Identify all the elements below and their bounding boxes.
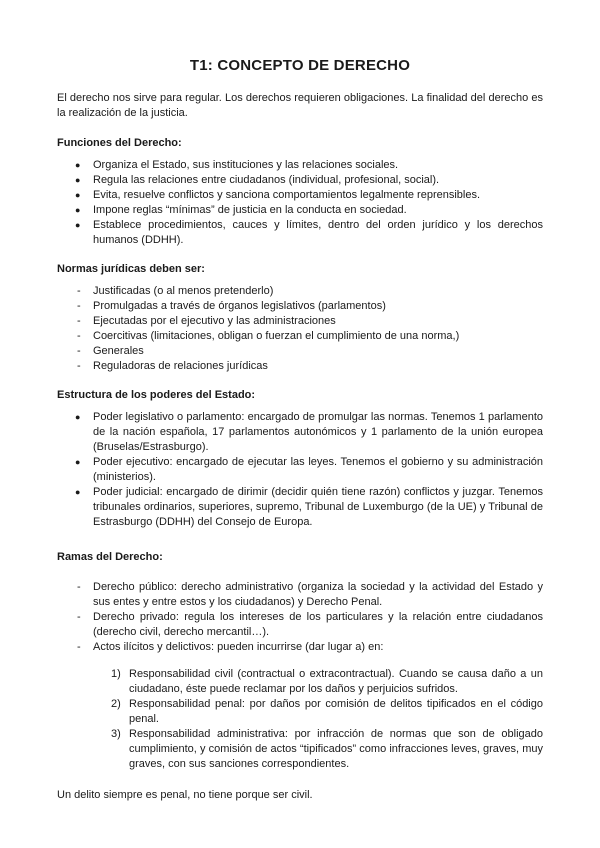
list-item: - Generales xyxy=(77,345,144,357)
closing-paragraph: Un delito siempre es penal, no tiene porque ser civil. xyxy=(57,789,313,801)
list-item: - Ejecutadas por el ejecutivo y las administraciones xyxy=(77,315,336,327)
list-item: - Promulgadas a través de órganos legislativos (parlamentos) xyxy=(77,300,386,312)
list-item: ● Poder ejecutivo: encargado de ejecutar las leyes. Tenemos el gobierno y su administración (ministerios). xyxy=(75,456,543,483)
list-item: - Derecho privado: regula los intereses de los particulares y la relación entre ciudadanos (derecho civil, derecho mercantil…). xyxy=(77,611,543,638)
bullet-icon: ● xyxy=(75,190,81,200)
bullet-icon: ● xyxy=(75,487,81,497)
list-item: ● Evita, resuelve conflictos y sanciona comportamientos legalmente reprensibles. xyxy=(75,189,481,201)
ramas-list xyxy=(57,580,543,655)
bullet-icon: ● xyxy=(75,220,81,230)
list-item: ● Impone reglas “mínimas” de justicia en la conducta en sociedad. xyxy=(75,204,407,216)
item-number: 3) xyxy=(111,728,121,740)
list-item: ● Establece procedimientos, cauces y límites, dentro del orden jurídico y los derechos humanos (DDHH). xyxy=(75,219,543,246)
dash-icon: - xyxy=(77,360,81,372)
funciones-list xyxy=(57,158,543,248)
bullet-icon: ● xyxy=(75,205,81,215)
dash-icon: - xyxy=(77,315,81,327)
bullet-icon: ● xyxy=(75,412,81,422)
item-number: 2) xyxy=(111,698,121,710)
section-heading-normas: Normas jurídicas deben ser: xyxy=(57,263,205,275)
dash-icon: - xyxy=(77,285,81,297)
section-heading-estructura: Estructura de los poderes del Estado: xyxy=(57,389,256,401)
intro-paragraph: El derecho nos sirve para regular. Los derechos requieren obligaciones. La finalidad del derecho es la realización de la justicia. xyxy=(57,92,543,119)
dash-icon: - xyxy=(77,641,81,653)
dash-icon: - xyxy=(77,611,81,623)
list-item: - Justificadas (o al menos pretenderlo) xyxy=(77,285,274,297)
section-heading-funciones: Funciones del Derecho: xyxy=(57,137,182,149)
item-number: 1) xyxy=(111,668,121,680)
normas-list xyxy=(57,284,543,374)
estructura-list xyxy=(57,410,543,530)
list-item: - Reguladoras de relaciones jurídicas xyxy=(77,360,268,372)
list-item: ● Regula las relaciones entre ciudadanos (individual, profesional, social). xyxy=(75,174,440,186)
bullet-icon: ● xyxy=(75,160,81,170)
list-item: ● Poder judicial: encargado de dirimir (decidir quién tiene razón) conflictos y juzgar. Tenemos tribunales ordinarios, superiores, supremo, Tribunal de Luxemburgo (de la UE) y Tribunal de Estrasburgo (DDHH) del Consejo de Europa. xyxy=(75,486,543,528)
numbered-item: 1) Responsabilidad civil (contractual o extracontractual). Cuando se causa daño a un ciudadano, éste puede reclamar por los daños y perjuicios sufridos. xyxy=(111,668,543,695)
page-title: T1: CONCEPTO DE DERECHO xyxy=(189,57,411,74)
dash-icon: - xyxy=(77,330,81,342)
section-heading-ramas: Ramas del Derecho: xyxy=(57,551,163,563)
dash-icon: - xyxy=(77,345,81,357)
list-item: ● Organiza el Estado, sus instituciones y las relaciones sociales. xyxy=(75,159,399,171)
dash-icon: - xyxy=(77,581,81,593)
list-item: - Coercitivas (limitaciones, obligan o fuerzan el cumplimiento de una norma,) xyxy=(77,330,460,342)
list-item: - Actos ilícitos y delictivos: pueden incurrirse (dar lugar a) en: xyxy=(77,641,384,653)
list-item: - Derecho público: derecho administrativo (organiza la sociedad y la actividad del Estado y sus entes y entre estos y los ciudadanos) y Derecho Penal. xyxy=(77,581,543,608)
responsabilidad-list xyxy=(57,667,543,772)
bullet-icon: ● xyxy=(75,457,81,467)
numbered-item: 3) Responsabilidad administrativa: por infracción de normas que son de obligado cumplimiento, y comisión de actos “tipificados” como infracciones leves, graves, muy graves, con sus sanciones correspondientes. xyxy=(111,728,543,770)
dash-icon: - xyxy=(77,300,81,312)
bullet-icon: ● xyxy=(75,175,81,185)
numbered-item: 2) Responsabilidad penal: por daños por comisión de delitos tipificados en el código penal. xyxy=(111,698,543,725)
list-item: ● Poder legislativo o parlamento: encargado de promulgar las normas. Tenemos 1 parlamento de la nación española, 17 parlamentos autonómicos y 1 parlamento de la unión europea (Bruselas/Estrasburgo). xyxy=(75,411,543,453)
